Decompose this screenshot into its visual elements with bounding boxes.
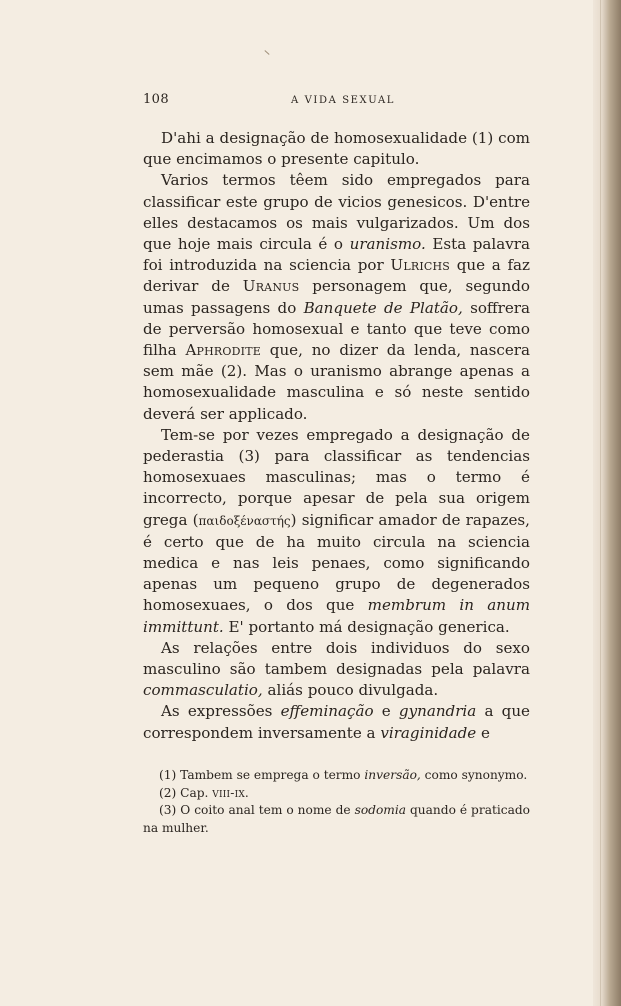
footnote-3-term: sodomia: [354, 803, 407, 817]
paragraph-4-text-1: As relações entre dois individuos do sexo masculino são tambem designadas pela palavra: [143, 638, 530, 679]
paragraph-5-text-3: a que correspondem inversamente a: [143, 702, 530, 742]
footnote-3-text-1: (3) O coito anal tem o nome de: [159, 803, 355, 817]
footnote-2-chapters: viii-ix.: [212, 785, 250, 800]
name-ulrichs: Ulrichs: [390, 256, 451, 275]
paragraph-1: [143, 128, 530, 170]
paragraph-5-text-4: e: [476, 723, 490, 742]
paragraph-3-text-2: ) significar amador de rapazes, é certo que de ha muito circula na sciencia medica e nas leis penaes, como significando apenas um pequeno grupo de degenerados homosexuaes, o dos que: [143, 510, 530, 615]
title-banquete: Banquete de Platão,: [303, 298, 463, 317]
footnotes: [143, 767, 530, 837]
paragraph-3-text-3: E' portanto má designação generica.: [223, 617, 510, 636]
footnote-1-term: inversão,: [364, 768, 421, 782]
footnote-3: [143, 802, 530, 837]
paragraph-4: [143, 638, 530, 702]
paragraph-5-text-1: As expressões: [161, 702, 281, 721]
paragraph-3-text-1: Tem-se por vezes empregado a designação de pederastia (3) para classificar as tendencias homosexuaes masculinas; mas o termo é incorrecto, porque apesar de pela sua origem grega (: [143, 425, 530, 529]
paragraph-5-text-2: e: [373, 702, 399, 721]
term-effeminacao: effeminação: [280, 702, 374, 721]
term-viraginidade: viraginidade: [380, 723, 477, 742]
paragraph-2-text-5: soffrera de perversão homosexual e tanto que teve como filha: [143, 298, 531, 360]
paragraph-4-text-2: aliás pouco divulgada.: [262, 681, 439, 700]
paragraph-1-text: D'ahi a designação de homosexualidade (1) com que encimamos o presente capitulo.: [143, 129, 530, 169]
footnote-1: [143, 767, 530, 785]
paragraph-3: [143, 425, 530, 638]
paragraph-2-text-1: Varios termos têem sido empregados para classificar este grupo de vicios genesicos. D'entre elles destacamos os mais vulgarizados. Um dos que hoje mais circula é o: [143, 171, 530, 254]
paragraph-2-text-6: que, no dizer da lenda, nascera sem mãe (2). Mas o uranismo abrange apenas a homosexualidade masculina e só neste sentido deverá ser applicado.: [143, 341, 530, 423]
paragraph-2-text-4: personagem que, segundo umas passagens do: [143, 277, 530, 317]
name-aphrodite: Aphrodite: [185, 341, 261, 360]
term-commasculatio: commasculatio,: [143, 681, 263, 700]
greek-term: παιδοξέναστής: [198, 513, 291, 528]
paragraph-2-text-3: que a faz derivar de: [143, 256, 531, 296]
name-uranus: Uranus: [242, 277, 300, 296]
running-head: A VIDA SEXUAL: [291, 95, 396, 106]
footnote-3-text-2: quando é praticado na mulher.: [143, 803, 530, 835]
footnote-2-text: (2) Cap.: [159, 785, 213, 800]
footnote-1-text-2: como synonymo.: [420, 768, 528, 782]
footnote-2: [143, 785, 530, 803]
paragraph-5: [143, 701, 530, 743]
page-number: 108: [143, 92, 170, 107]
pencil-mark: [264, 50, 269, 55]
term-gynandria: gynandria: [398, 702, 477, 721]
term-uranismo: uranismo.: [349, 235, 426, 254]
main-text: [143, 128, 530, 744]
page-header: [143, 92, 533, 112]
paragraph-2: [143, 170, 530, 424]
paragraph-2-text-2: Esta palavra foi introduzida na sciencia por: [143, 235, 530, 275]
page-edge-shadow: [593, 0, 621, 1006]
latin-phrase: membrum in anum immittunt.: [143, 596, 531, 636]
footnote-1-text-1: (1) Tambem se emprega o termo: [159, 768, 365, 782]
